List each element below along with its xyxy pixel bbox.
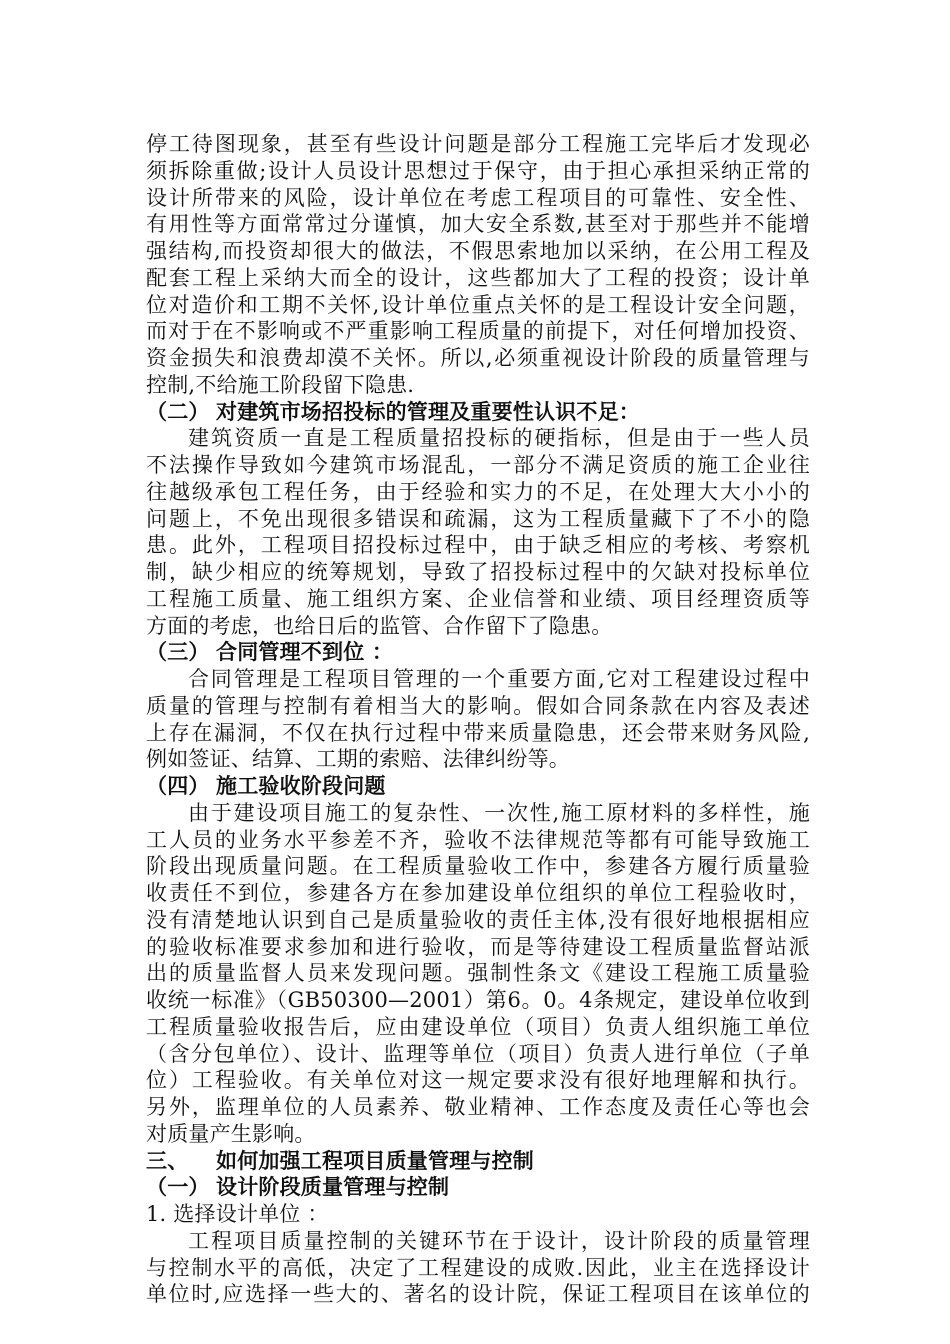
- paragraph-line: 1. 选择设计单位 ：: [146, 1202, 329, 1226]
- section-heading: [146, 1148, 810, 1175]
- paragraph-line: 没有清楚地认识到自己是质量验收的责任主体,没有很好地根据相应: [146, 907, 810, 932]
- paragraph-line: 资金损失和浪费却漠不关怀。所以,必须重视设计阶段的质量管理与: [146, 346, 810, 370]
- paragraph-line: 收责任不到位，参建各方在参加建设单位组织的单位工程验收时，: [146, 881, 810, 905]
- paragraph-line: 设计所带来的风险，设计单位在考虑工程项目的可靠性、安全性、: [146, 185, 810, 210]
- heading-text: 合同管理不到位 ：: [216, 640, 394, 665]
- section-heading: [146, 639, 810, 666]
- paragraph-line: 配套工程上采纳大而全的设计，这些都加大了工程的投资；设计单: [146, 265, 810, 290]
- heading-number: （四）: [146, 774, 210, 798]
- heading-text: 施工验收阶段问题: [216, 774, 386, 798]
- paragraph-line: 质量的管理与控制有着相当大的影响。假如合同条款在内容及表述: [146, 693, 810, 718]
- paragraph-line: 出的质量监督人员来发现问题。强制性条文《建设工程施工质量验: [146, 961, 810, 986]
- heading-number: （二）: [146, 399, 210, 424]
- heading-text: 如何加强工程项目质量管理与控制: [216, 1148, 534, 1173]
- paragraph-line: 工人员的业务水平参差不齐，验收不法律规范等都有可能导致施工: [146, 827, 810, 852]
- paragraph-line: 工程项目质量控制的关键环节在于设计，设计阶段的质量管理: [188, 1228, 810, 1253]
- paragraph-line: 控制,不给施工阶段留下隐患.: [146, 372, 415, 397]
- paragraph-line: 工程施工质量、施工组织方案、企业信誉和业绩、项目经理资质等: [146, 586, 810, 611]
- paragraph-line: 合同管理是工程项目管理的一个重要方面,它对工程建设过程中: [188, 667, 810, 691]
- paragraph-line: 问题上，不免出现很多错误和疏漏，这为工程质量藏下了不小的隐: [146, 506, 810, 531]
- heading-number: （三）: [146, 640, 210, 665]
- paragraph-line: 停工待图现象，甚至有些设计问题是部分工程施工完毕后才发现必: [146, 132, 810, 156]
- section-heading: [146, 399, 810, 426]
- paragraph-line: 阶段出现质量问题。在工程质量验收工作中，参建各方履行质量验: [146, 854, 810, 879]
- paragraph-line: 而对于在不影响或不严重影响工程质量的前提下，对任何增加投资、: [146, 319, 810, 344]
- paragraph-line: （含分包单位）、设计、监理等单位（项目）负责人进行单位（子单: [146, 1041, 810, 1066]
- paragraph-line: 上存在漏洞，不仅在执行过程中带来质量隐患，还会带来财务风险,: [146, 720, 810, 745]
- paragraph-line: 须拆除重做;设计人员设计思想过于保守，由于担心承担采纳正常的: [146, 158, 810, 183]
- paragraph-line: 对质量产生影响。: [146, 1121, 316, 1146]
- paragraph-line: 工程质量验收报告后，应由建设单位（项目）负责人组织施工单位: [146, 1014, 810, 1039]
- heading-text: 设计阶段质量管理与控制: [216, 1175, 450, 1200]
- section-heading: [146, 773, 810, 800]
- paragraph-line: 的验收标准要求参加和进行验收，而是等待建设工程质量监督站派: [146, 934, 810, 959]
- heading-number: 三、: [146, 1148, 189, 1173]
- heading-text: 对建筑市场招投标的管理及重要性认识不足：: [216, 399, 640, 424]
- paragraph-line: 有用性等方面常常过分谨慎，加大安全系数,甚至对于那些并不能增: [146, 212, 810, 237]
- paragraph-line: 由于建设项目施工的复杂性、一次性,施工原材料的多样性，施: [188, 800, 810, 825]
- paragraph-line: 强结构,而投资却很大的做法，不假思索地加以采纳，在公用工程及: [146, 239, 810, 263]
- heading-number: （一）: [146, 1175, 210, 1200]
- paragraph-line: 位）工程验收。有关单位对这一规定要求没有很好地理解和执行。: [146, 1068, 810, 1093]
- paragraph-line: 例如签证、结算、工期的索赔、法律纠纷等。: [146, 747, 570, 772]
- paragraph-line: 单位时,应选择一些大的、著名的设计院，保证工程项目在该单位的: [146, 1282, 810, 1307]
- paragraph-line: 另外，监理单位的人员素养、敬业精神、工作态度及责任心等也会: [146, 1095, 810, 1119]
- paragraph-line: 不法操作导致如今建筑市场混乱，一部分不满足资质的施工企业往: [146, 453, 810, 477]
- paragraph-line: 往越级承包工程任务，由于经验和实力的不足，在处理大大小小的: [146, 479, 810, 504]
- paragraph-line: 收统一标准》（GB50300—2001）第6。0。4条规定，建设单位收到: [146, 988, 810, 1012]
- paragraph-line: 制，缺少相应的统筹规划，导致了招投标过程中的欠缺对投标单位: [146, 560, 810, 584]
- paragraph-line: 位对造价和工期不关怀,设计单位重点关怀的是工程设计安全问题，: [146, 292, 810, 317]
- paragraph-line: 建筑资质一直是工程质量招投标的硬指标，但是由于一些人员: [188, 426, 810, 451]
- paragraph-line: 与控制水平的高低，决定了工程建设的成败.因此，业主在选择设计: [146, 1255, 810, 1280]
- paragraph-line: 方面的考虑，也给日后的监管、合作留下了隐患。: [146, 613, 613, 638]
- section-heading: [146, 1174, 810, 1201]
- paragraph-line: 患。此外，工程项目招投标过程中，由于缺乏相应的考核、考察机: [146, 533, 810, 558]
